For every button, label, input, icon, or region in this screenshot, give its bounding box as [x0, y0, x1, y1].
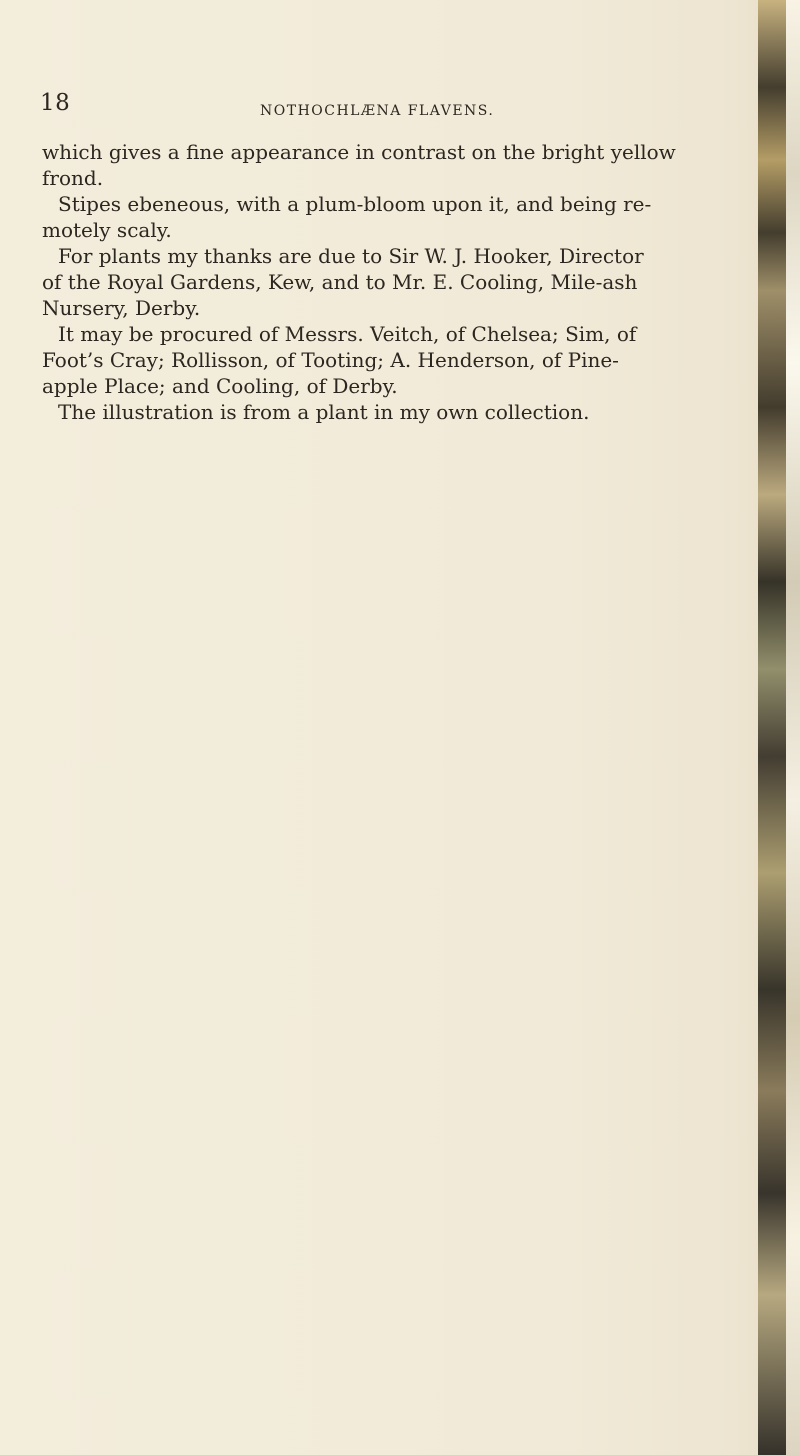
- text-line: For plants my thanks are due to Sir W. J. Hooker, Director: [58, 244, 644, 268]
- page-number: 18: [40, 90, 71, 116]
- body-text: [42, 139, 752, 425]
- text-line: Nursery, Derby.: [42, 296, 201, 320]
- text-line: of the Royal Gardens, Kew, and to Mr. E. Cooling, Mile-ash: [42, 270, 638, 294]
- binding-strip: [786, 0, 800, 1455]
- text-line: Stipes ebeneous, with a plum-bloom upon it, and being re-: [58, 192, 652, 216]
- text-line: which gives a fine appearance in contrast on the bright yellow: [42, 140, 676, 164]
- text-line: motely scaly.: [42, 218, 172, 242]
- text-line: Foot’s Cray; Rollisson, of Tooting; A. Henderson, of Pine-: [42, 348, 619, 372]
- text-line: apple Place; and Cooling, of Derby.: [42, 374, 398, 398]
- text-line: It may be procured of Messrs. Veitch, of Chelsea; Sim, of: [58, 322, 637, 346]
- text-line: frond.: [42, 166, 104, 190]
- running-head: NOTHOCHLÆNA FLAVENS.: [260, 103, 495, 119]
- text-line: The illustration is from a plant in my own collection.: [58, 400, 590, 424]
